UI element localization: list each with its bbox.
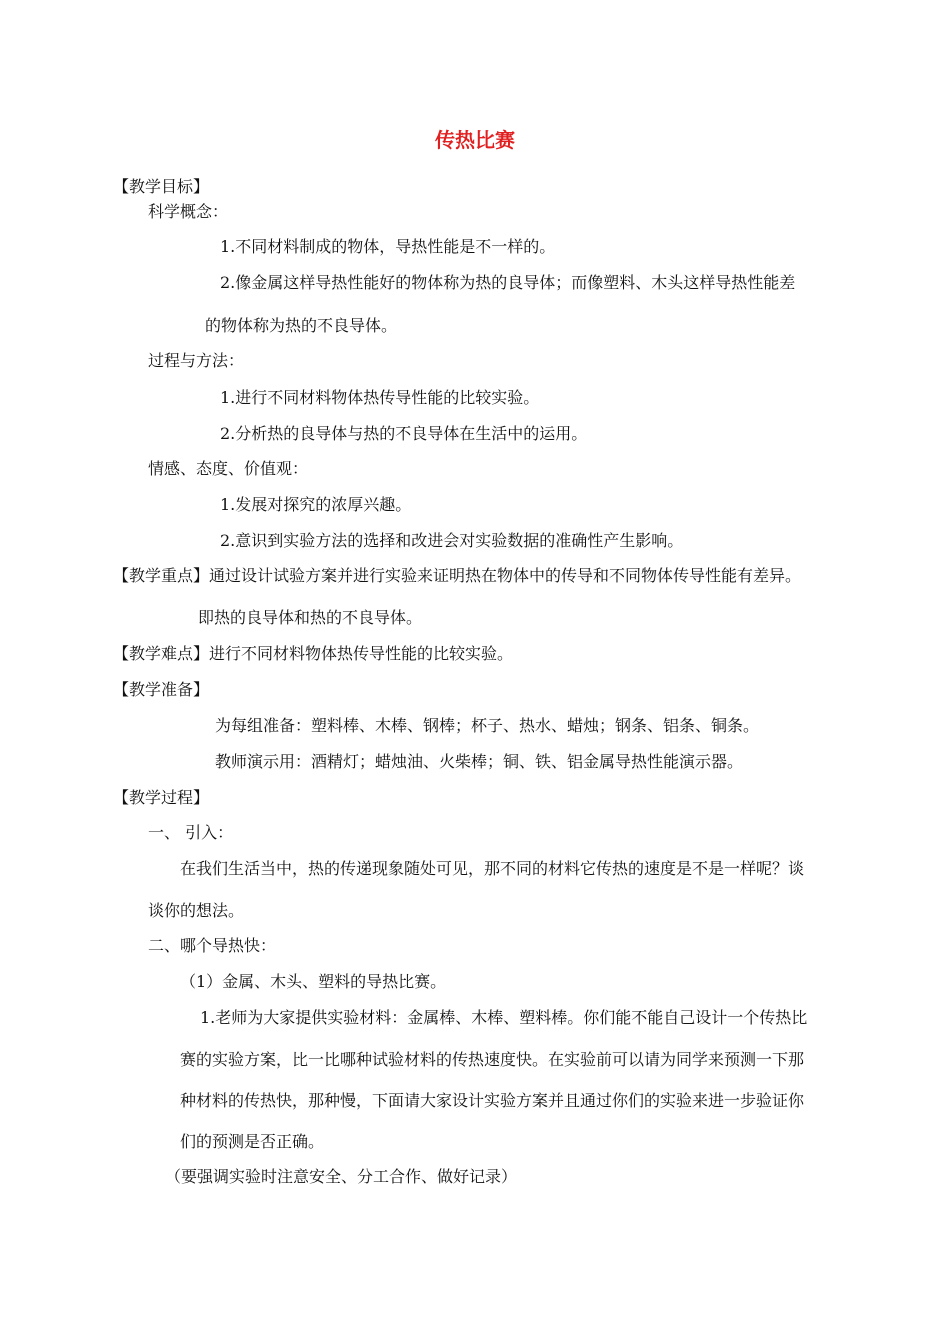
section-key-points: 【教学重点】通过设计试验方案并进行实验来证明热在物体中的传导和不同物体传导性能有差异。 xyxy=(113,566,802,585)
document-title: 传热比赛 xyxy=(435,128,515,152)
text-line: 1.发展对探究的浓厚兴趣。 xyxy=(220,495,412,514)
section-heading-preparation: 【教学准备】 xyxy=(113,680,210,699)
text-line: 教师演示用：酒精灯；蜡烛油、火柴棒；铜、铁、铝金属导热性能演示器。 xyxy=(215,752,744,771)
text-line: 在我们生活当中，热的传递现象随处可见，那不同的材料它传热的速度是不是一样呢？谈 xyxy=(180,859,805,878)
text-line: （1）金属、木头、塑料的导热比赛。 xyxy=(180,972,447,991)
subheading-process-method: 过程与方法： xyxy=(148,351,245,370)
text-line: 2.像金属这样导热性能好的物体称为热的良导体；而像塑料、木头这样导热性能差 xyxy=(220,273,796,292)
text-line: 2.意识到实验方法的选择和改进会对实验数据的准确性产生影响。 xyxy=(220,531,684,550)
text-line: 1.不同材料制成的物体，导热性能是不一样的。 xyxy=(220,237,556,256)
text-line: 1.进行不同材料物体热传导性能的比较实验。 xyxy=(220,388,540,407)
text-line: 赛的实验方案，比一比哪种试验材料的传热速度快。在实验前可以请为同学来预测一下那 xyxy=(180,1050,805,1069)
section-heading-objectives: 【教学目标】 xyxy=(113,177,210,196)
subheading-which-faster: 二、哪个导热快： xyxy=(148,936,277,955)
text-line: 为每组准备：塑料棒、木棒、钢棒；杯子、热水、蜡烛；钢条、铝条、铜条。 xyxy=(215,716,760,735)
text-line: 1.老师为大家提供实验材料：金属棒、木棒、塑料棒。你们能不能自己设计一个传热比 xyxy=(200,1008,808,1027)
text-line: 的物体称为热的不良导体。 xyxy=(205,316,398,335)
section-difficulties: 【教学难点】进行不同材料物体热传导性能的比较实验。 xyxy=(113,644,514,663)
text-line: （要强调实验时注意安全、分工合作、做好记录） xyxy=(165,1167,518,1186)
text-line: 种材料的传热快，那种慢，下面请大家设计实验方案并且通过你们的实验来进一步验证你 xyxy=(180,1091,805,1110)
text-line: 2.分析热的良导体与热的不良导体在生活中的运用。 xyxy=(220,424,588,443)
subheading-science-concepts: 科学概念： xyxy=(148,202,229,221)
text-line: 谈你的想法。 xyxy=(148,901,245,920)
section-heading-process: 【教学过程】 xyxy=(113,788,210,807)
subheading-attitude-values: 情感、态度、价值观： xyxy=(148,459,309,478)
text-line: 们的预测是否正确。 xyxy=(180,1132,325,1151)
text-line: 即热的良导体和热的不良导体。 xyxy=(198,608,423,627)
subheading-introduction: 一、 引入： xyxy=(148,823,234,842)
